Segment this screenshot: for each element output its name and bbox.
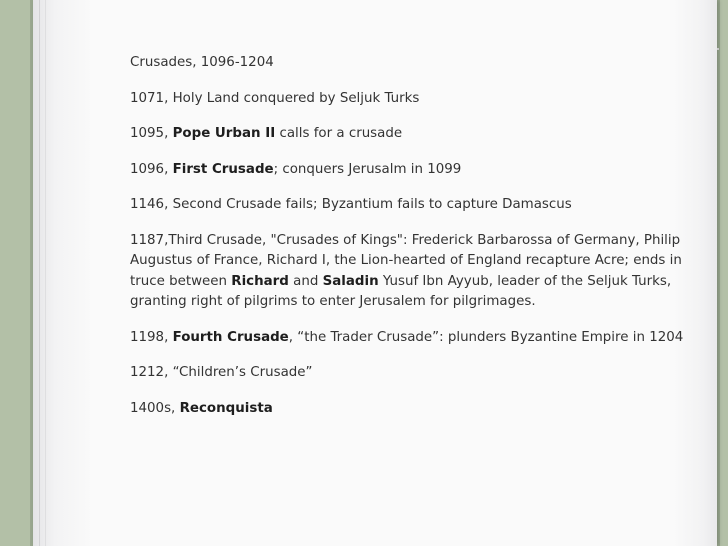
slide-paragraph (130, 399, 690, 420)
bold-term: Pope Urban II (172, 126, 276, 141)
slide-paragraph (130, 53, 690, 74)
text-segment: , “the Trader Crusade”: plunders Byzantine Empire in 1204 (288, 329, 684, 345)
bold-term: Fourth Crusade (172, 329, 289, 345)
text-segment: 1212, “Children’s Crusade” (130, 365, 313, 380)
text-segment: 1095, (130, 126, 173, 141)
text-segment: 1400s, (130, 400, 180, 416)
text-segment: 1198, (130, 329, 173, 345)
bold-term: Reconquista (179, 400, 273, 416)
text-segment: 1071, Holy Land conquered by Seljuk Turks (130, 90, 420, 106)
slide-paragraph (130, 231, 690, 313)
slide-paragraph (130, 328, 690, 349)
text-segment: calls for a crusade (275, 126, 403, 141)
text-segment: 1187,Third Crusade, "Crusades of Kings": Frederick Barbarossa of Germany, Philip Augustus of France, Richard I, the Lion-hearted of England recapture Acre; ends in truce between (130, 232, 682, 289)
bold-term: Richard (231, 273, 289, 289)
slide-paragraph (130, 124, 690, 145)
text-segment: 1146, Second Crusade fails; Byzantium fails to capture Damascus (130, 197, 572, 212)
text-segment: Crusades, 1096-1204 (130, 55, 274, 70)
text-segment: 1096, (130, 161, 173, 177)
slide-paragraph (130, 363, 690, 384)
slide-text-body (130, 53, 690, 434)
bold-term: Saladin (322, 273, 379, 289)
text-segment: and (288, 273, 323, 289)
slide-paragraph (130, 195, 690, 216)
page-speck (717, 48, 719, 50)
page-edge-line (45, 0, 46, 546)
text-segment: Yusuf Ibn Ayyub, leader of the Seljuk Turks, granting right of pilgrims to enter Jerusalem for pilgrimages. (130, 273, 672, 309)
bold-term: First Crusade (172, 161, 274, 177)
slide-paragraph (130, 89, 690, 110)
text-segment: ; conquers Jerusalm in 1099 (273, 161, 462, 177)
slide-paragraph (130, 160, 690, 181)
page-edge-line (39, 0, 40, 546)
